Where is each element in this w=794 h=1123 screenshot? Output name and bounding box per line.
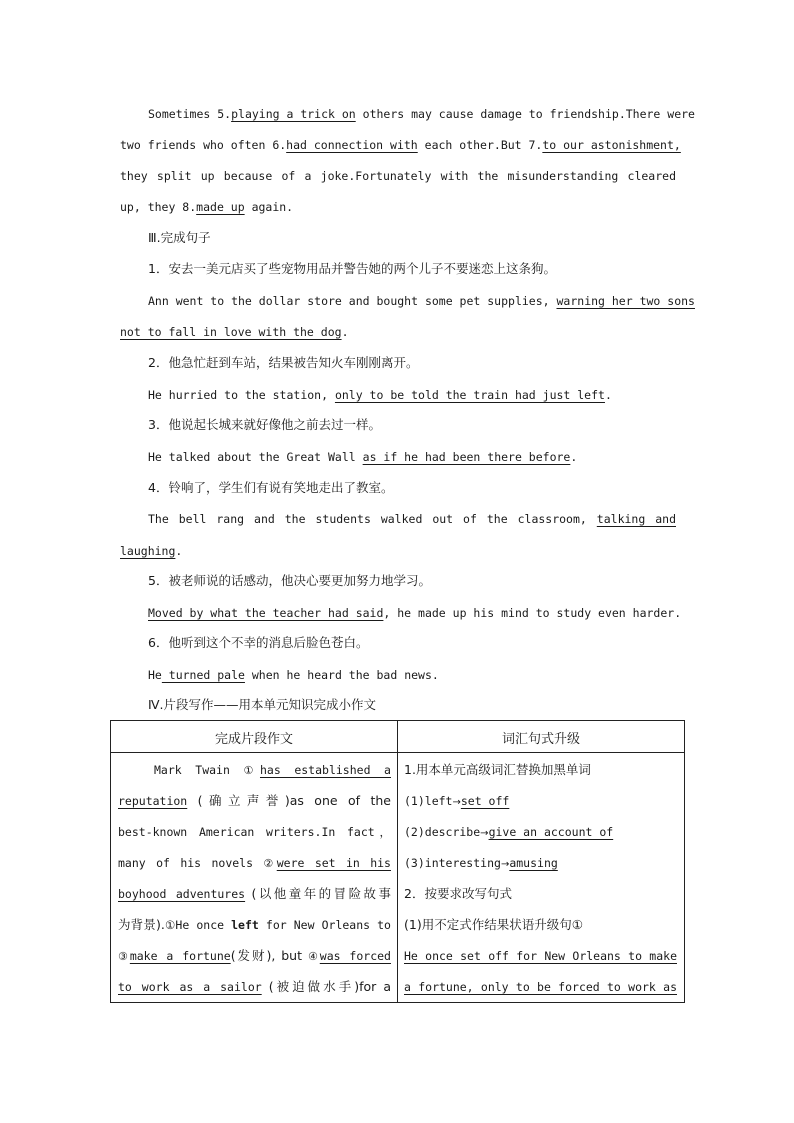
sentence-1-english-cont: not to fall in love with the dog. <box>120 325 349 339</box>
passage-line-2: two friends who often 6.had connection with each other.But 7.to our astonishment, <box>120 138 681 152</box>
sentence-2-english: He hurried to the station, only to be told the train had just left. <box>148 388 612 402</box>
left-row-3: best-known American writers.In fact， <box>118 825 391 839</box>
left-row-7: ③make a fortune(发财), but ④was forced <box>118 948 391 963</box>
sentence-2-chinese: 2．他急忙赶到车站，结果被告知火车刚刚离开。 <box>148 355 419 370</box>
writing-table <box>110 720 685 1003</box>
right-row-4: (3)interesting→amusing <box>404 856 558 870</box>
sentence-4-chinese: 4．铃响了，学生们有说有笑地走出了教室。 <box>148 480 394 495</box>
table-header-divider <box>111 752 684 753</box>
passage-line-4: up, they 8.made up again. <box>120 200 294 214</box>
sentence-1-english: Ann went to the dollar store and bought some pet supplies, warning her two sons <box>148 294 695 308</box>
right-row-8: a fortune, only to be forced to work as <box>404 980 677 994</box>
right-row-2: (1)left→set off <box>404 794 510 808</box>
table-header-upgrade: 词汇句式升级 <box>501 732 580 747</box>
sentence-5-chinese: 5．被老师说的话感动，他决心要更加努力地学习。 <box>148 573 431 588</box>
sentence-1-chinese: 1．安去一美元店买了些宠物用品并警告她的两个儿子不要迷恋上这条狗。 <box>148 261 556 276</box>
sentence-3-english: He talked about the Great Wall as if he had been there before. <box>148 450 578 464</box>
table-column-divider <box>397 721 398 1002</box>
right-row-1: 1.用本单元高级词汇替换加黑单词 <box>404 762 591 777</box>
sentence-6-chinese: 6．他听到这个不幸的消息后脸色苍白。 <box>148 635 369 650</box>
sentence-4-english: The bell rang and the students walked out of the classroom, talking and <box>148 512 676 526</box>
left-row-1: Mark Twain ①has established a <box>154 763 391 777</box>
left-row-4: many of his novels ②were set in his <box>118 856 391 870</box>
sentence-3-chinese: 3．他说起长城来就好像他之前去过一样。 <box>148 417 381 432</box>
answer-5: playing a trick on <box>231 107 356 121</box>
right-row-3: (2)describe→give an account of <box>404 825 614 839</box>
left-row-2: reputation (确立声誉)as one of the <box>118 793 391 808</box>
section-3-heading: Ⅲ.完成句子 <box>148 230 211 245</box>
right-row-6: (1)用不定式作结果状语升级句① <box>404 917 583 932</box>
sentence-4-english-cont: laughing. <box>120 544 183 558</box>
arrow-icon: → <box>452 797 461 808</box>
sentence-5-english: Moved by what the teacher had said, he made up his mind to study even harder. <box>148 606 682 620</box>
left-row-5: boyhood adventures (以他童年的冒险故事 <box>118 886 392 901</box>
left-row-8: to work as a sailor (被迫做水手)for a <box>118 979 391 994</box>
section-4-heading: Ⅳ.片段写作——用本单元知识完成小作文 <box>148 697 377 712</box>
arrow-icon: → <box>500 859 510 870</box>
sentence-6-english: He turned pale when he heard the bad news. <box>148 668 439 682</box>
right-row-5: 2．按要求改写句式 <box>404 886 512 901</box>
passage-line-1: Sometimes 5.playing a trick on others may cause damage to friendship.There were <box>148 107 695 121</box>
right-row-7: He once set off for New Orleans to make <box>404 949 677 963</box>
left-row-6: 为背景).①He once left for New Orleans to <box>118 917 391 932</box>
answer-6: had connection with <box>286 138 418 152</box>
arrow-icon: → <box>480 828 489 839</box>
passage-line-3: they split up because of a joke.Fortunately with the misunderstanding cleared <box>120 169 676 183</box>
table-header-composition: 完成片段作文 <box>214 732 293 747</box>
answer-8: made up <box>196 200 245 214</box>
answer-7: to our astonishment, <box>542 138 681 152</box>
